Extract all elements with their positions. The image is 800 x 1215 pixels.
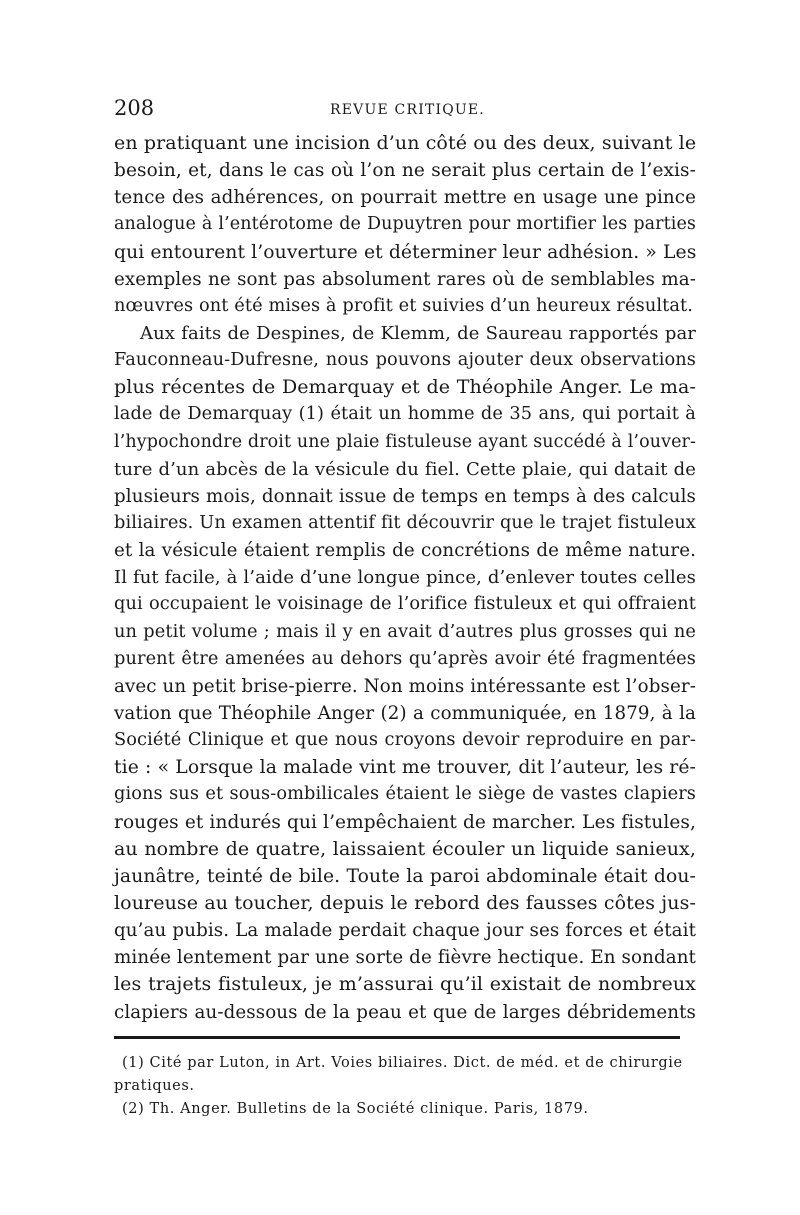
text-line: minée lentement par une sorte de fièvre hectique. En sondant (114, 947, 696, 969)
text-line: tence des adhérences, on pourrait mettre en usage une pince (114, 187, 696, 209)
text-line: en pratiquant une incision d’un côté ou des deux, suivant le (114, 132, 697, 154)
text-line: Société Clinique et que nous croyons devoir reproduire en par- (114, 730, 696, 751)
running-head: REVUE CRITIQUE. (330, 102, 485, 118)
text-line: Fauconneau-Dufresne, nous pouvons ajouter deux observations (114, 350, 696, 371)
text-line: biliaires. Un examen attentif fit découvrir que le trajet fistuleux (114, 512, 696, 533)
paragraph-first-line: Aux faits de Despines, de Klemm, de Saureau rapportés par (140, 322, 696, 344)
text-line: purent être amenées au dehors qu’après avoir été fragmentées (114, 648, 696, 669)
text-line: tie : « Lorsque la malade vint me trouver, dit l’auteur, les ré- (114, 757, 696, 779)
text-line: exemples ne sont pas absolument rares où de semblables ma- (114, 268, 696, 290)
text-line: lade de Demarquay (1) était un homme de 35 ans, qui portait à (114, 404, 696, 425)
text-line: qui entourent l’ouverture et déterminer leur adhésion. » Les (114, 241, 697, 263)
text-line: qui occupaient le voisinage de l’orifice fistuleux et qui offraient (114, 594, 696, 615)
text-line: avec un petit brise-pierre. Non moins intéressante est l’obser- (114, 675, 696, 697)
text-line: vation que Théophile Anger (2) a communiquée, en 1879, à la (114, 702, 696, 724)
text-line: plus récentes de Demarquay et de Théophile Anger. Le ma- (114, 376, 696, 399)
text-line: besoin, et, dans le cas où l’on ne serait plus certain de l’exis- (114, 160, 696, 182)
text-line: clapiers au-dessous de la peau et que de larges débridements (114, 1001, 696, 1023)
text-line: ture d’un abcès de la vésicule du fiel. Cette plaie, qui datait de (114, 458, 696, 480)
footnote-2: (2) Th. Anger. Bulletins de la Société clinique. Paris, 1879. (122, 1101, 589, 1117)
text-line: Il fut facile, à l’aide d’une longue pince, d’enlever toutes celles (114, 567, 696, 589)
text-line: l’hypochondre droit une plaie fistuleuse ayant succédé à l’ouver- (114, 431, 696, 452)
text-line: nœuvres ont été mises à profit et suivies d’un heureux résultat. (114, 295, 694, 316)
footnote-separator (114, 1036, 680, 1039)
text-line: les trajets fistuleux, je m’assurai qu’il existait de nombreux (114, 973, 696, 996)
body-text (114, 130, 696, 1026)
page-number: 208 (114, 96, 155, 120)
text-line: et la vésicule étaient remplis de concrétions de même nature. (114, 540, 696, 562)
footnote-1: (1) Cité par Luton, in Art. Voies biliaires. Dict. de méd. et de chirurgie (122, 1055, 683, 1071)
text-line: loureuse au toucher, depuis le rebord des fausses côtes jus- (114, 891, 696, 914)
text-line: plusieurs mois, donnait issue de temps en temps à des calculs (114, 485, 696, 507)
text-line: analogue à l’entérotome de Dupuytren pour mortifier les parties (114, 214, 696, 235)
text-line: qu’au pubis. La malade perdait chaque jour ses forces et était (114, 920, 696, 942)
text-line: rouges et indurés qui l’empêchaient de marcher. Les fistules, (114, 811, 696, 833)
footnote-1-continuation: pratiques. (114, 1078, 195, 1094)
text-line: jaunâtre, teinté de bile. Toute la paroi abdominale était dou- (114, 865, 696, 887)
text-line: un petit volume ; mais il y en avait d’autres plus grosses qui ne (114, 621, 696, 642)
page-header (0, 94, 800, 124)
text-line: au nombre de quatre, laissaient écouler un liquide sanieux, (114, 837, 696, 860)
text-line: gions sus et sous-ombilicales étaient le siège de vastes clapiers (114, 784, 696, 805)
footnotes (114, 1052, 684, 1121)
